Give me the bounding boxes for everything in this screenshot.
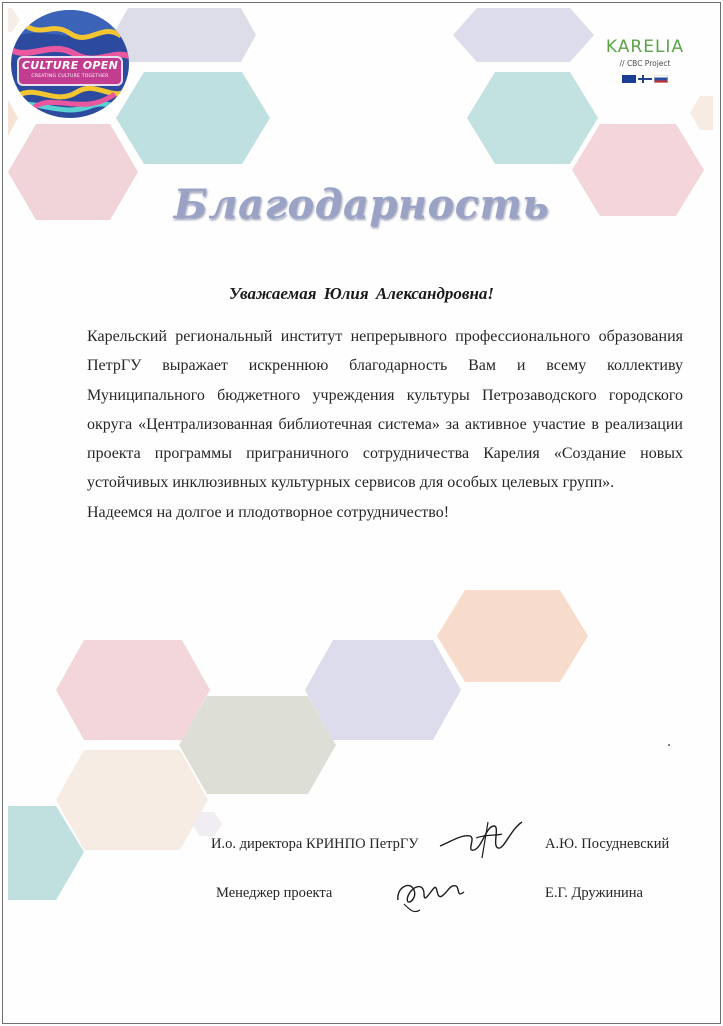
hexagon-cream-sliver-right [690,96,713,130]
signature-name-manager: Е.Г. Дружинина [545,885,643,901]
karelia-logo-name: KARELIA [605,37,685,57]
signature-role-manager: Менеджер проекта [216,885,333,901]
flags-row [622,75,668,83]
finland-flag-icon [638,75,652,83]
signature-name-director: А.Ю. Посудневский [545,836,670,852]
manager-signature-icon [390,870,470,916]
culture-open-name: CULTURE OPEN [21,59,119,72]
hexagon-lavender-bottom [305,640,461,740]
director-signature-icon [436,812,526,864]
culture-open-logo [11,10,129,118]
culture-open-badge [17,56,123,86]
karelia-cbc-logo [590,36,700,96]
eu-flag-icon [622,75,636,83]
document-title: Благодарность [173,181,550,228]
signature-role-director: И.о. директора КРИНПО ПетрГУ [211,836,419,852]
russia-flag-icon [654,75,668,83]
hexagon-lavender-top-left [113,8,256,62]
hexagon-lavender-top-right [453,8,594,62]
hexagon-peach-bottom [437,590,588,682]
hexagon-cream-bottom [56,750,208,850]
paragraph-main: Карельский региональный институт непрерывного профессионального образования ПетрГУ выражает искреннюю благодарность Вам и всему коллективу Муниципального бюджетного учреждения культуры Петрозаводского городского округа «Централизованная библиотечная система» за активное участие в реализации проекта программы приграничного сотрудничества Карелия «Создание новых устойчивых инклюзивных культурных сервисов для особых целевых групп». [87,328,683,492]
karelia-logo-subtitle: // CBC Project [619,59,671,68]
salutation: Уважаемая Юлия Александровна! [228,284,495,303]
hexagon-teal-top-right [467,72,598,164]
letter-body [87,322,683,498]
scan-speck [668,744,670,746]
hexagon-teal-top-left [116,72,270,164]
hexagon-grey-bottom [179,696,336,794]
closing-line: Надеемся на долгое и плодотворное сотрудничество! [87,504,450,521]
hexagon-pink-bottom [56,640,210,740]
culture-open-tagline: CREATING CULTURE TOGETHER [31,74,109,79]
